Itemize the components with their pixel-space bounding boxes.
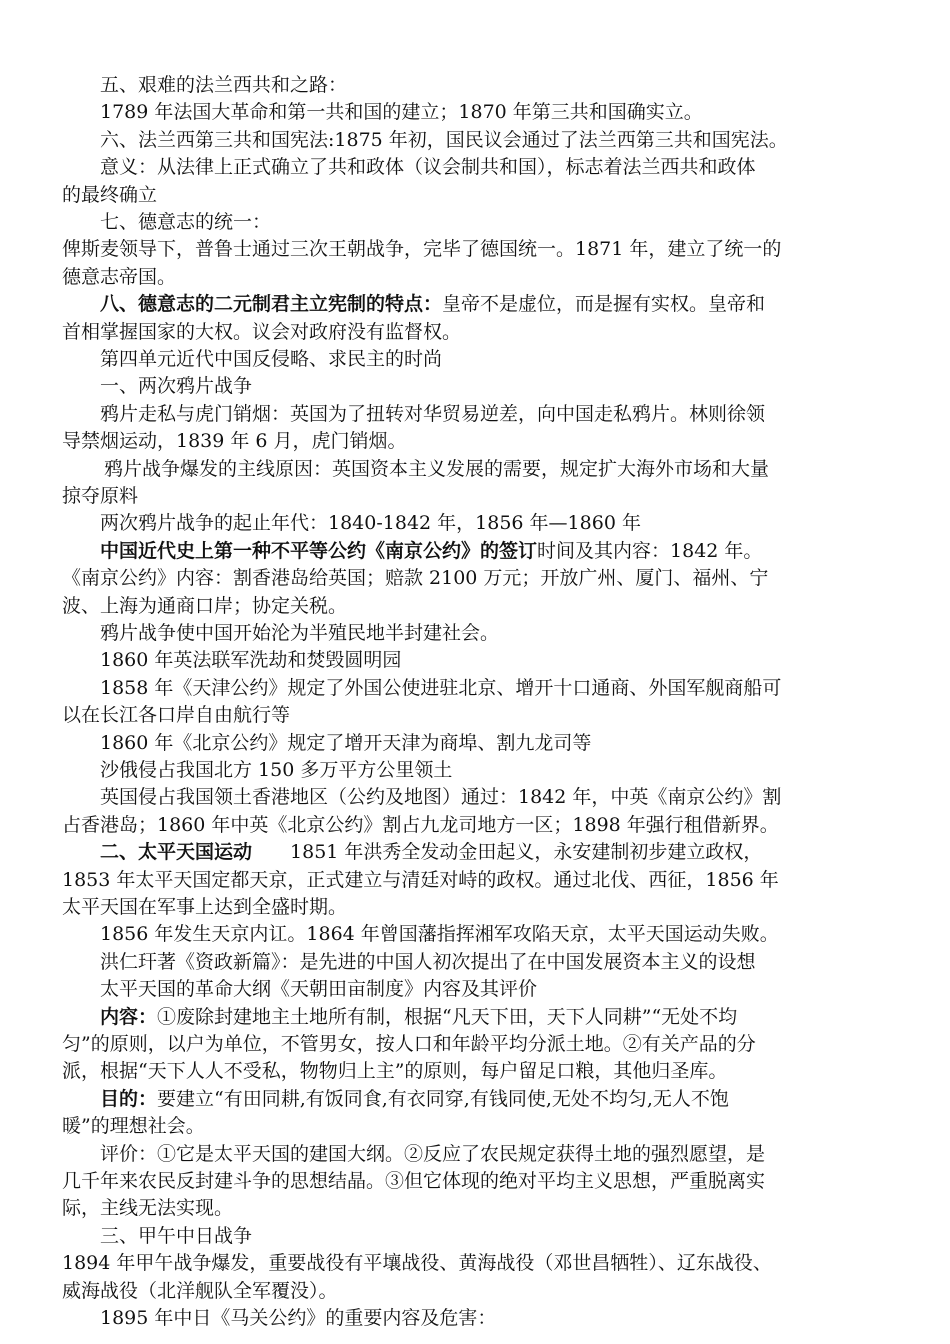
text-line (100, 401, 890, 428)
text-line (100, 1223, 890, 1250)
text-line (100, 72, 890, 99)
text-line (62, 702, 892, 729)
line-text: 五、艰难的法兰西共和之路： (100, 74, 348, 96)
text-line (100, 839, 890, 866)
text-line (100, 784, 890, 811)
line-text: 占香港岛；1860 年中英《北京公约》割占九龙司地方一区；1898 年强行租借新界。 (62, 813, 779, 836)
text-line (62, 867, 892, 894)
line-text: 鸦片战争使中国开始沦为半殖民地半封建社会。 (100, 622, 500, 644)
text-line (100, 1004, 890, 1031)
text-line (62, 483, 892, 510)
text-line (62, 1031, 892, 1058)
line-text: 暖”的理想社会。 (62, 1115, 205, 1138)
line-text: 1860 年《北京公约》规定了增开天津为商埠、割九龙司等 (100, 731, 592, 754)
text-line (62, 894, 892, 921)
line-text: 一、两次鸦片战争 (100, 375, 253, 398)
line-text: 的最终确立 (62, 183, 158, 206)
line-text: 七、德意志的统一： (100, 211, 272, 233)
line-text: 1894 年甲午战争爆发，重要战役有平壤战役、黄海战役（邓世昌牺牲）、辽东战役、 (62, 1252, 772, 1275)
text-line (100, 675, 890, 702)
text-line (62, 319, 892, 346)
text-line (62, 565, 892, 592)
text-line (100, 976, 890, 1003)
line-text: 德意志帝国。 (62, 265, 177, 288)
line-text: 1789 年法国大革命和第一共和国的建立；1870 年第三共和国确实立。 (100, 101, 703, 124)
line-text: 太平天国的革命大纲《天朝田亩制度》内容及其评价 (100, 978, 538, 1001)
text-line (100, 291, 890, 318)
text-line (100, 538, 890, 565)
line-text: 太平天国在军事上达到全盛时期。 (62, 896, 348, 918)
bold-heading: 目的： (100, 1087, 158, 1110)
line-text: 匀”的原则，以户为单位，不管男女，按人口和年龄平均分派土地。②有关产品的分 (62, 1033, 756, 1055)
line-text: 1851 年洪秀全发动金田起义，永安建制初步建立政权， (252, 841, 763, 864)
text-line (62, 593, 892, 620)
line-text: 评价：①它是太平天国的建国大纲。②反应了农民规定获得土地的强烈愿望，是 (100, 1142, 766, 1165)
line-text: 俾斯麦领导下，普鲁士通过三次王朝战争，完毕了德国统一。1871 年，建立了统一的 (62, 238, 782, 261)
text-line (100, 154, 890, 181)
text-line (100, 1305, 890, 1332)
line-text: 皇帝不是虚位，而是握有实权。皇帝和 (442, 293, 766, 316)
text-line (100, 373, 890, 400)
bold-heading: 内容： (100, 1005, 158, 1028)
text-line (100, 346, 890, 373)
line-text: 几千年来农民反封建斗争的思想结晶。③但它体现的绝对平均主义思想，严重脱离实 (62, 1170, 766, 1192)
text-line (100, 620, 890, 647)
text-line (62, 1113, 892, 1140)
text-line (62, 1168, 892, 1195)
line-text: 掠夺原料 (62, 485, 139, 507)
line-text: 三、甲午中日战争 (100, 1224, 253, 1247)
text-line (62, 428, 892, 455)
line-text: 威海战役（北洋舰队全军覆没）。 (62, 1279, 338, 1302)
text-line (100, 99, 890, 126)
bold-heading: 二、太平天国运动 (100, 841, 253, 864)
text-line (62, 182, 892, 209)
text-line (100, 1141, 890, 1168)
line-text: 际，主线无法实现。 (62, 1197, 234, 1220)
line-text: 两次鸦片战争的起止年代：1840-1842 年，1856 年—1860 年 (100, 512, 641, 535)
line-text: 英国侵占我国领土香港地区（公约及地图）通过：1842 年，中英《南京公约》割 (100, 786, 782, 809)
text-line (62, 1058, 892, 1085)
line-text: 1860 年英法联军洗劫和焚毁圆明园 (100, 649, 402, 672)
line-text: 要建立“有田同耕,有饭同食,有衣同穿,有钱同使,无处不均匀,无人不饱 (157, 1087, 729, 1110)
line-text: 导禁烟运动，1839 年 6 月，虎门销烟。 (62, 430, 407, 453)
text-line (62, 1195, 892, 1222)
line-text: 洪仁玕著《资政新篇》：是先进的中国人初次提出了在中国发展资本主义的设想 (100, 950, 756, 973)
text-line (100, 209, 890, 236)
text-line (62, 236, 892, 263)
text-line (62, 812, 892, 839)
text-line (100, 127, 890, 154)
line-text: ①废除封建地主土地所有制，根据“凡天下田，天下人同耕”“无处不均 (157, 1005, 738, 1028)
line-text: 鸦片战争爆发的主线原因：英国资本主义发展的需要，规定扩大海外市场和大量 (104, 457, 770, 480)
text-line (100, 730, 890, 757)
line-text: 首相掌握国家的大权。议会对政府没有监督权。 (62, 320, 462, 343)
text-line (104, 456, 890, 483)
text-line (62, 1250, 892, 1277)
text-line (100, 1086, 890, 1113)
line-text: 沙俄侵占我国北方 150 多万平方公里领土 (100, 759, 453, 781)
line-text: 1895 年中日《马关公约》的重要内容及危害： (100, 1307, 497, 1329)
line-text: 1858 年《天津公约》规定了外国公使进驻北京、增开十口通商、外国军舰商船可 (100, 676, 782, 699)
text-line (100, 757, 890, 784)
text-line (62, 1278, 892, 1305)
line-text: 第四单元近代中国反侵略、求民主的时尚 (100, 348, 443, 370)
text-line (100, 921, 890, 948)
text-line (62, 264, 892, 291)
bold-heading: 中国近代史上第一种不平等公约《南京公约》的签订 (100, 539, 538, 562)
line-text: 《南京公约》内容：割香港岛给英国；赔款 2100 万元；开放广州、厦门、福州、宁 (62, 567, 769, 590)
bold-heading: 八、德意志的二元制君主立宪制的特点： (100, 293, 443, 316)
line-text: 意义：从法律上正式确立了共和政体（议会制共和国），标志着法兰西共和政体 (100, 156, 756, 179)
line-text: 1856 年发生天京内讧。1864 年曾国藩指挥湘军攻陷天京，太平天国运动失败。 (100, 923, 779, 946)
line-text: 时间及其内容：1842 年。 (537, 539, 763, 562)
line-text: 波、上海为通商口岸；协定关税。 (62, 594, 348, 617)
line-text: 1853 年太平天国定都天京，正式建立与清廷对峙的政权。通过北伐、西征，1856 年 (62, 868, 779, 891)
line-text: 鸦片走私与虎门销烟：英国为了扭转对华贸易逆差，向中国走私鸦片。林则徐领 (100, 402, 766, 425)
line-text: 派，根据“天下人人不受私，物物归上主”的原则，每户留足口粮，其他归圣库。 (62, 1060, 728, 1083)
text-line (100, 510, 890, 537)
line-text: 以在长江各口岸自由航行等 (62, 704, 291, 727)
text-line (100, 647, 890, 674)
line-text: 六、法兰西第三共和国宪法:1875 年初，国民议会通过了法兰西第三共和国宪法。 (100, 128, 788, 151)
text-line (100, 949, 890, 976)
